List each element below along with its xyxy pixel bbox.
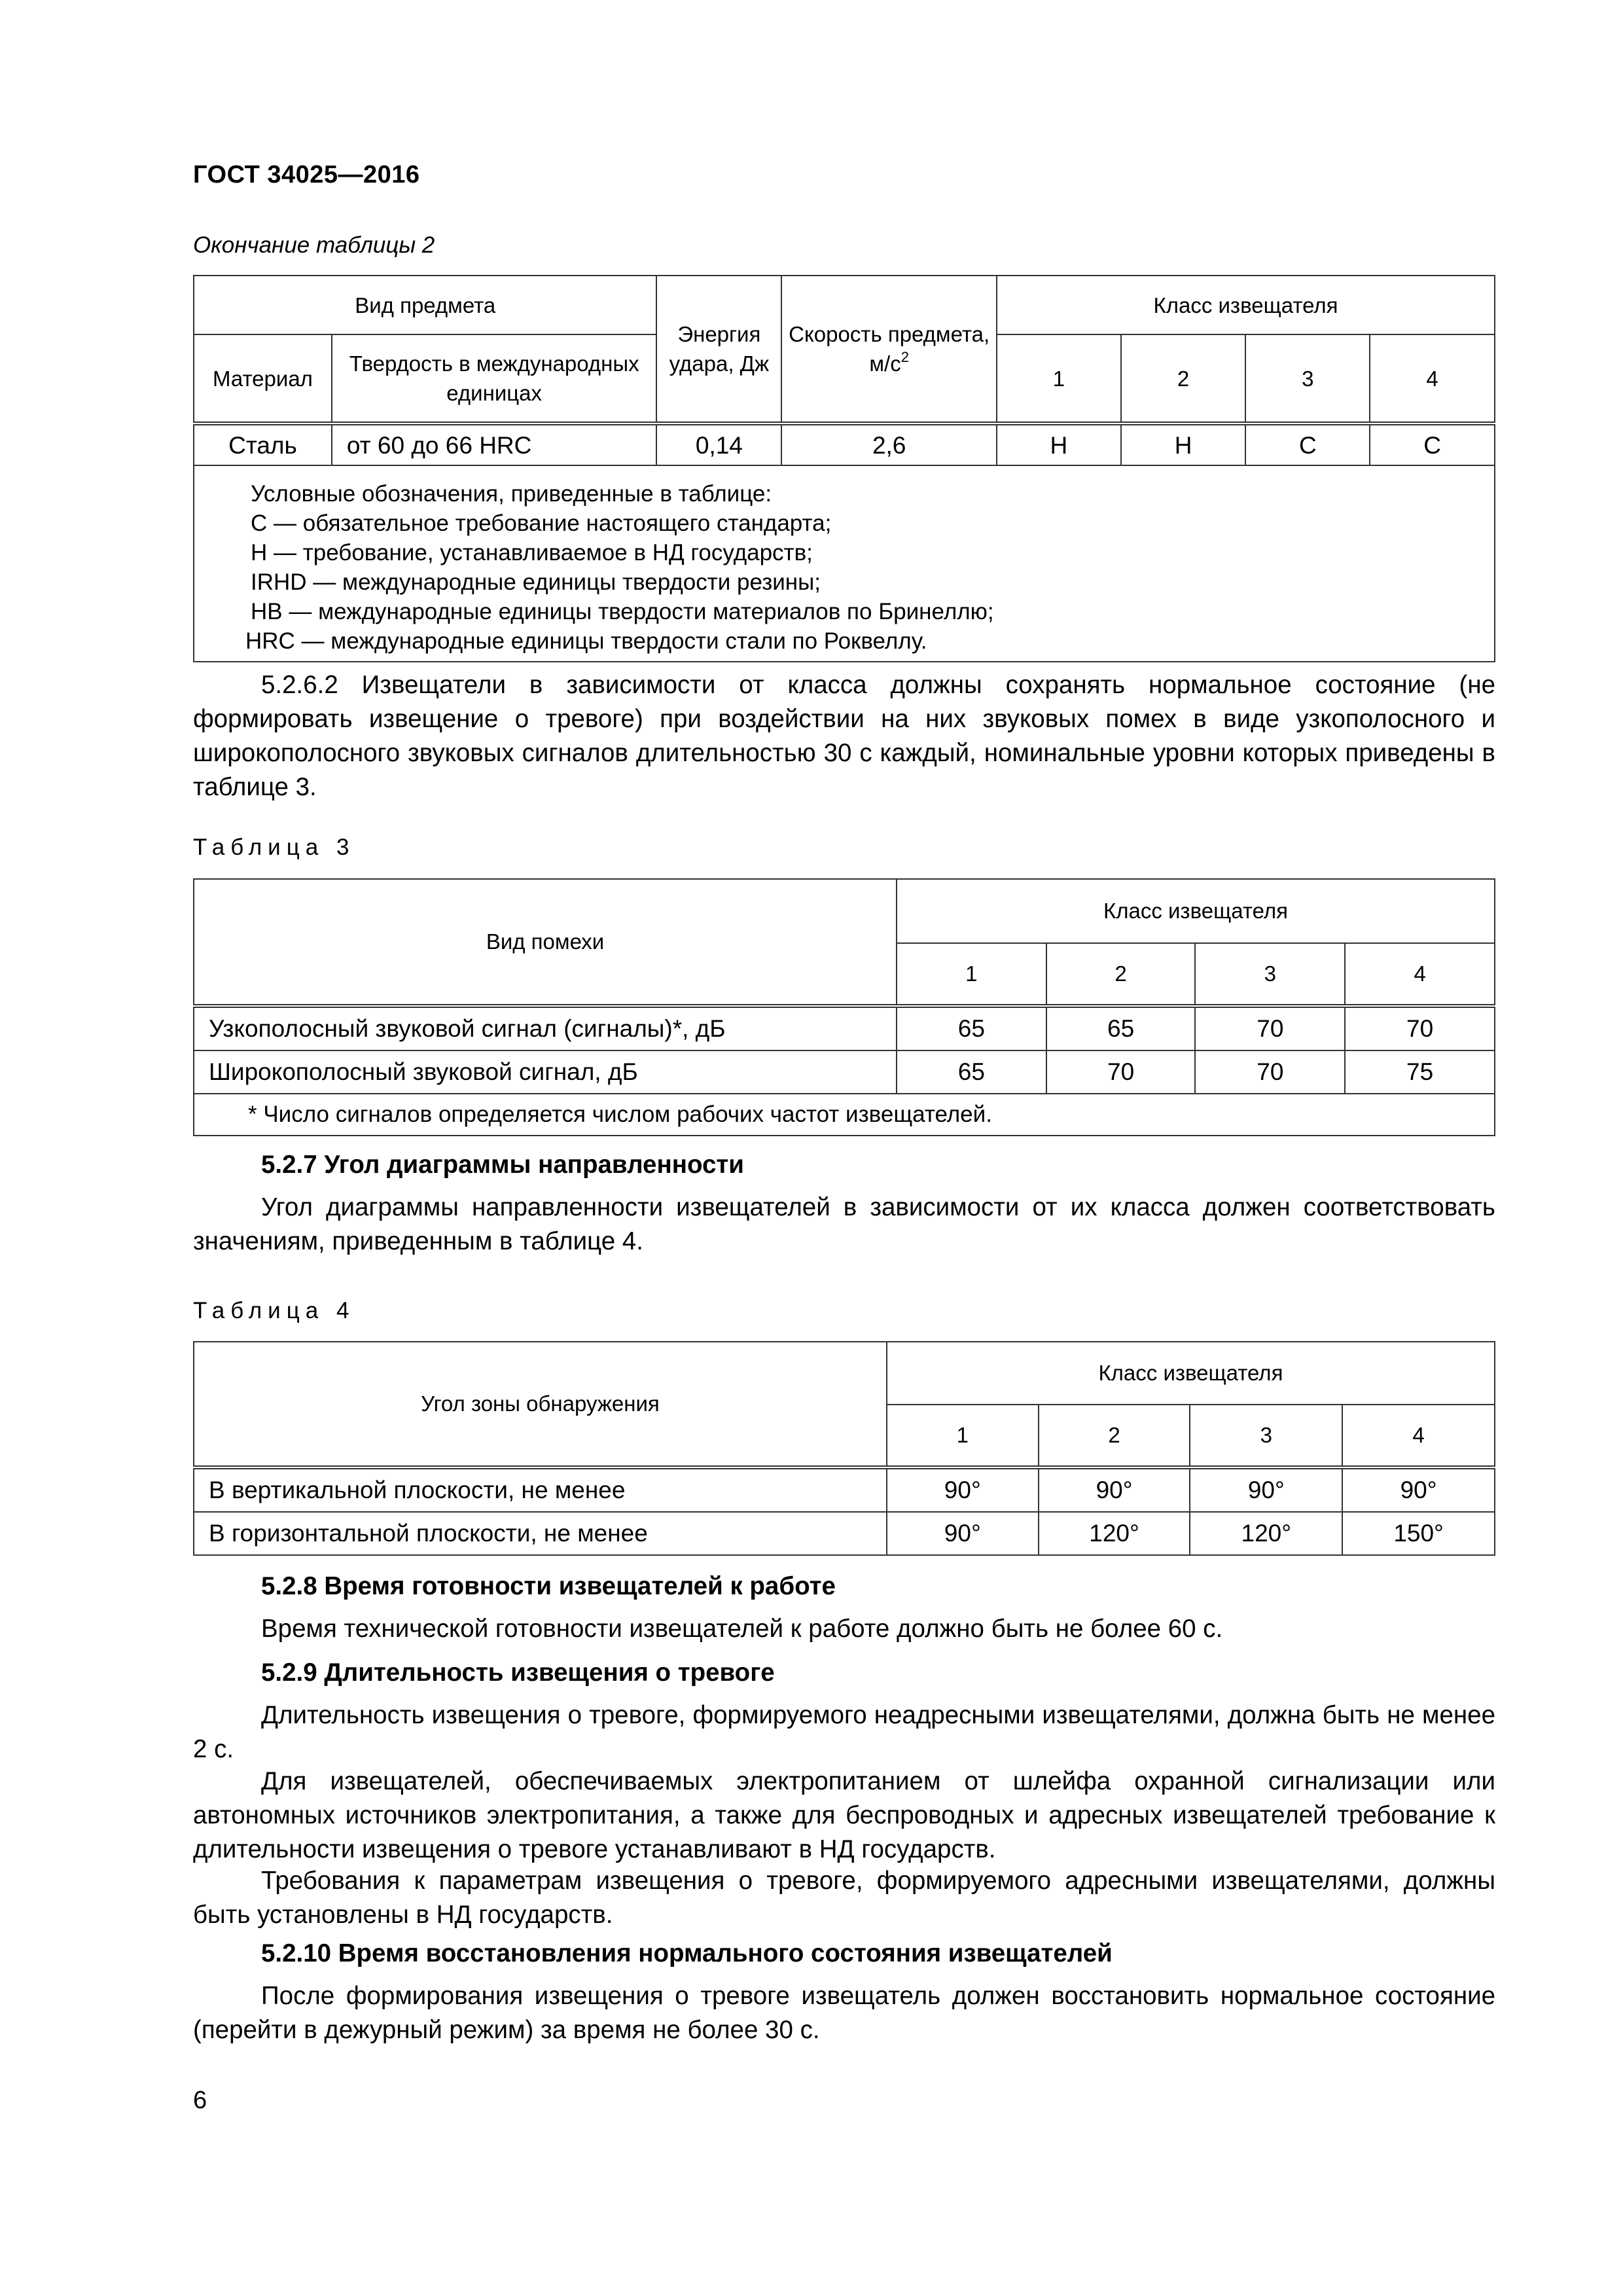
note-line: НВ — международные единицы твердости материалов по Бринеллю; [251, 599, 994, 624]
header-class-2: 2 [1039, 1405, 1190, 1467]
cell-hardness: от 60 до 66 HRC [332, 423, 657, 465]
paragraph-5-2-9-2: Для извещателей, обеспечиваемых электропитанием от шлейфа охранной сигнализации или автономных источников электропитания, а также для беспроводных и адресных извещателей требование к длительности извещения о тревоге устанавливают в НД государств. [193, 1767, 1495, 1863]
row-value: 90° [1342, 1467, 1495, 1512]
row-value: 90° [887, 1512, 1039, 1555]
cell-class-3: С [1245, 423, 1370, 465]
paragraph-5-2-9-3: Требования к параметрам извещения о тревоге, формируемого адресными извещателями, должны быть установлены в НД государств. [193, 1867, 1495, 1929]
row-value: 65 [897, 1006, 1046, 1050]
paragraph-5-2-8: Время технической готовности извещателей к работе должно быть не более 60 с. [261, 1615, 1223, 1643]
row-label: Широкополосный звуковой сигнал, дБ [194, 1050, 897, 1094]
table-row [194, 1050, 1495, 1094]
row-label: В вертикальной плоскости, не менее [194, 1467, 887, 1512]
header-class-1: 1 [887, 1405, 1039, 1467]
header-class-2: 2 [1121, 334, 1246, 423]
row-value: 70 [1046, 1050, 1196, 1094]
header-detector-class: Класс извещателя [897, 879, 1495, 943]
heading-5-2-10: 5.2.10 Время восстановления нормального состояния извещателей [261, 1939, 1113, 1967]
paragraph-5-2-6-2: 5.2.6.2 Извещатели в зависимости от класса должны сохранять нормальное состояние (не формировать извещение о тревоге) при воздействии на них звуковых помех в виде узкополосного и широкополосного звуковых сигналов длительностью 30 с каждый, номинальные уровни которых приведены в таблице 3. [193, 671, 1495, 801]
table3-caption: Таблица 3 [193, 834, 355, 860]
row-value: 70 [1195, 1006, 1345, 1050]
header-subject-type: Вид предмета [194, 276, 656, 334]
header-hardness: Твердость в международных единицах [332, 334, 657, 423]
header-class-1: 1 [897, 943, 1046, 1006]
header-class-2: 2 [1046, 943, 1196, 1006]
note-line: HRC — международные единицы твердости стали по Роквеллу. [245, 628, 927, 654]
header-noise-type: Вид помехи [194, 879, 897, 1006]
row-value: 70 [1195, 1050, 1345, 1094]
header-energy: Энергия удара, Дж [656, 276, 781, 423]
header-class-4: 4 [1342, 1405, 1495, 1467]
header-class-1: 1 [997, 334, 1121, 423]
row-value: 70 [1345, 1006, 1495, 1050]
table4-caption: Таблица 4 [193, 1298, 355, 1323]
table-row [194, 1467, 1495, 1512]
row-value: 90° [1190, 1467, 1342, 1512]
table-4 [193, 1341, 1495, 1556]
table-3 [193, 878, 1495, 1136]
paragraph-5-2-10: После формирования извещения о тревоге извещатель должен восстановить нормальное состояние (перейти в дежурный режим) за время не более 30 с. [193, 1982, 1495, 2044]
cell-class-2: Н [1121, 423, 1246, 465]
table-row [194, 1006, 1495, 1050]
table-row [194, 423, 1495, 465]
header-speed: Скорость предмета, $м/с^2$ [781, 276, 997, 423]
header-detector-class: Класс извещателя [887, 1342, 1495, 1405]
heading-5-2-8: 5.2.8 Время готовности извещателей к работе [261, 1572, 836, 1600]
note-line: С — обязательное требование настоящего стандарта; [251, 511, 832, 536]
paragraph-5-2-9-1: Длительность извещения о тревоге, формируемого неадресными извещателями, должна быть не менее 2 с. [193, 1701, 1495, 1763]
header-detector-class: Класс извещателя [997, 276, 1495, 334]
page-number: 6 [193, 2087, 207, 2114]
header-class-3: 3 [1195, 943, 1345, 1006]
note-line: Н — требование, устанавливаемое в НД государств; [251, 540, 813, 565]
cell-class-4: С [1370, 423, 1495, 465]
document-id: ГОСТ 34025—2016 [193, 161, 420, 188]
row-value: 65 [1046, 1006, 1196, 1050]
row-value: 120° [1190, 1512, 1342, 1555]
heading-5-2-9: 5.2.9 Длительность извещения о тревоге [261, 1659, 775, 1687]
cell-energy: 0,14 [656, 423, 781, 465]
table2-notes [194, 465, 1495, 662]
row-value: 90° [1039, 1467, 1190, 1512]
header-class-3: 3 [1190, 1405, 1342, 1467]
header-class-4: 4 [1370, 334, 1495, 423]
header-material: Материал [194, 334, 332, 423]
row-label: Узкополосный звуковой сигнал (сигналы)*, дБ [194, 1006, 897, 1050]
table-2 [193, 275, 1495, 662]
heading-5-2-7: 5.2.7 Угол диаграммы направленности [261, 1151, 744, 1179]
header-class-3: 3 [1245, 334, 1370, 423]
row-value: 90° [887, 1467, 1039, 1512]
row-value: 150° [1342, 1512, 1495, 1555]
row-value: 65 [897, 1050, 1046, 1094]
table3-footnote: * Число сигналов определяется числом рабочих частот извещателей. [194, 1094, 1495, 1136]
paragraph-5-2-7: Угол диаграммы направленности извещателей в зависимости от их класса должен соответствовать значениям, приведенным в таблице 4. [193, 1193, 1495, 1255]
table2-caption: Окончание таблицы 2 [193, 232, 435, 258]
cell-speed: 2,6 [781, 423, 997, 465]
row-label: В горизонтальной плоскости, не менее [194, 1512, 887, 1555]
header-detection-angle: Угол зоны обнаружения [194, 1342, 887, 1467]
table-row [194, 1512, 1495, 1555]
row-value: 75 [1345, 1050, 1495, 1094]
note-line: Условные обозначения, приведенные в таблице: [251, 481, 772, 507]
cell-class-1: Н [997, 423, 1121, 465]
cell-material: Сталь [194, 423, 332, 465]
header-class-4: 4 [1345, 943, 1495, 1006]
row-value: 120° [1039, 1512, 1190, 1555]
note-line: IRHD — международные единицы твердости резины; [251, 569, 821, 595]
